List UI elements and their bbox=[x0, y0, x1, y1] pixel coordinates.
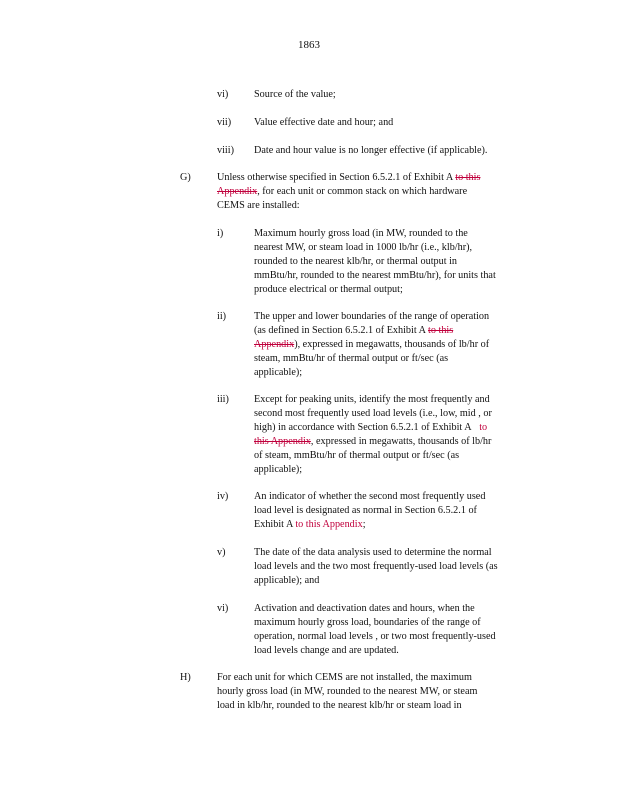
g-iii-label: iii) bbox=[217, 394, 229, 405]
g-vi-label: vi) bbox=[217, 603, 229, 614]
g-ii-line: applicable); bbox=[254, 367, 303, 378]
g-ii-label: ii) bbox=[217, 311, 227, 322]
section-h-line: load in klb/hr, rounded to the nearest klb/hr or steam load in bbox=[217, 700, 462, 711]
g-iii-text-part: high) in accordance with Section 6.5.2.1 of Exhibit A bbox=[254, 422, 472, 433]
item-vii-label: vii) bbox=[217, 117, 232, 128]
item-vi-text: Source of the value; bbox=[254, 89, 336, 100]
deleted-text: to this bbox=[428, 325, 454, 336]
section-h-line: hourly gross load (in MW, rounded to the nearest MW, or steam bbox=[217, 686, 478, 697]
g-iii-text-part: , expressed in megawatts, thousands of lb/hr bbox=[310, 436, 492, 447]
section-g-label: G) bbox=[180, 172, 191, 183]
g-ii-line: The upper and lower boundaries of the range of operation bbox=[254, 311, 490, 322]
section-g-line-3: CEMS are installed: bbox=[217, 200, 300, 211]
g-iii-line bbox=[254, 421, 492, 435]
deleted-text: to this bbox=[455, 172, 481, 183]
g-ii-text bbox=[254, 310, 489, 380]
g-i-label: i) bbox=[217, 228, 224, 239]
section-h-label: H) bbox=[180, 672, 191, 683]
section-g-text: Unless otherwise specified in Section 6.5.2.1 of Exhibit A bbox=[217, 172, 453, 183]
section-g-line-2 bbox=[217, 185, 467, 199]
g-ii-text-part: ), expressed in megawatts, thousands of lb/hr of bbox=[294, 339, 490, 350]
section-h-text bbox=[217, 671, 477, 713]
g-iii-line: second most frequently used load levels (i.e., low, mid , or bbox=[254, 408, 492, 419]
g-i-text bbox=[254, 227, 496, 297]
section-g-text: , for each unit or common stack on which hardware bbox=[257, 186, 468, 197]
g-i-line: produce electrical or thermal output; bbox=[254, 284, 403, 295]
g-iv-text-part: Exhibit A bbox=[254, 519, 293, 530]
g-v-line: applicable); and bbox=[254, 575, 320, 586]
g-v-line: The date of the data analysis used to determine the normal bbox=[254, 547, 492, 558]
g-i-line: Maximum hourly gross load (in MW, rounded to the bbox=[254, 228, 468, 239]
inserted-text: to this Appendix bbox=[295, 519, 363, 530]
g-iv-line: An indicator of whether the second most frequently used bbox=[254, 491, 486, 502]
item-viii-text: Date and hour value is no longer effective (if applicable). bbox=[254, 145, 488, 156]
g-ii-line bbox=[254, 338, 489, 352]
g-i-line: nearest MW, or steam load in 1000 lb/hr (i.e., klb/hr), bbox=[254, 242, 473, 253]
g-iv-line: load level is designated as normal in Section 6.5.2.1 of bbox=[254, 505, 477, 516]
g-i-line: mmBtu/hr, rounded to the nearest mmBtu/hr), for units that bbox=[254, 270, 496, 281]
g-vi-line: load levels change and are updated. bbox=[254, 645, 399, 656]
item-vii-text: Value effective date and hour; and bbox=[254, 117, 394, 128]
g-iii-line bbox=[254, 435, 492, 449]
g-iv-label: iv) bbox=[217, 491, 229, 502]
deleted-text: this Appendix bbox=[254, 436, 311, 447]
g-vi-line: Activation and deactivation dates and hours, when the bbox=[254, 603, 475, 614]
g-vi-line: maximum hourly gross load, boundaries of the range of bbox=[254, 617, 481, 628]
g-ii-text-part: (as defined in Section 6.5.2.1 of Exhibit A bbox=[254, 325, 426, 336]
g-iv-text-part: ; bbox=[362, 519, 366, 530]
section-g-line-1 bbox=[217, 171, 480, 185]
g-iii-text bbox=[254, 393, 492, 477]
g-iv-line bbox=[254, 518, 485, 532]
section-h-line: For each unit for which CEMS are not installed, the maximum bbox=[217, 672, 472, 683]
deleted-text: Appendix bbox=[254, 339, 295, 350]
g-vi-line: operation, normal load levels , or two most frequently-used bbox=[254, 631, 496, 642]
g-iii-line: applicable); bbox=[254, 464, 303, 475]
item-vi-label: vi) bbox=[217, 89, 229, 100]
g-iii-line: Except for peaking units, identify the most frequently and bbox=[254, 394, 490, 405]
deleted-text: Appendix bbox=[217, 186, 258, 197]
g-vi-text bbox=[254, 602, 496, 658]
g-ii-line: steam, mmBtu/hr of thermal output or ft/sec (as bbox=[254, 353, 449, 364]
inserted-text: to bbox=[479, 422, 488, 433]
g-v-label: v) bbox=[217, 547, 226, 558]
g-v-text bbox=[254, 546, 498, 588]
page-number: 1863 bbox=[298, 39, 320, 51]
g-v-line: load levels and the two most frequently-used load levels (as bbox=[254, 561, 498, 572]
g-ii-line bbox=[254, 324, 489, 338]
g-i-line: rounded to the nearest klb/hr, or thermal output in bbox=[254, 256, 458, 267]
item-viii-label: viii) bbox=[217, 145, 234, 156]
g-iv-text bbox=[254, 490, 485, 532]
g-iii-line: of steam, mmBtu/hr of thermal output or ft/sec (as bbox=[254, 450, 460, 461]
